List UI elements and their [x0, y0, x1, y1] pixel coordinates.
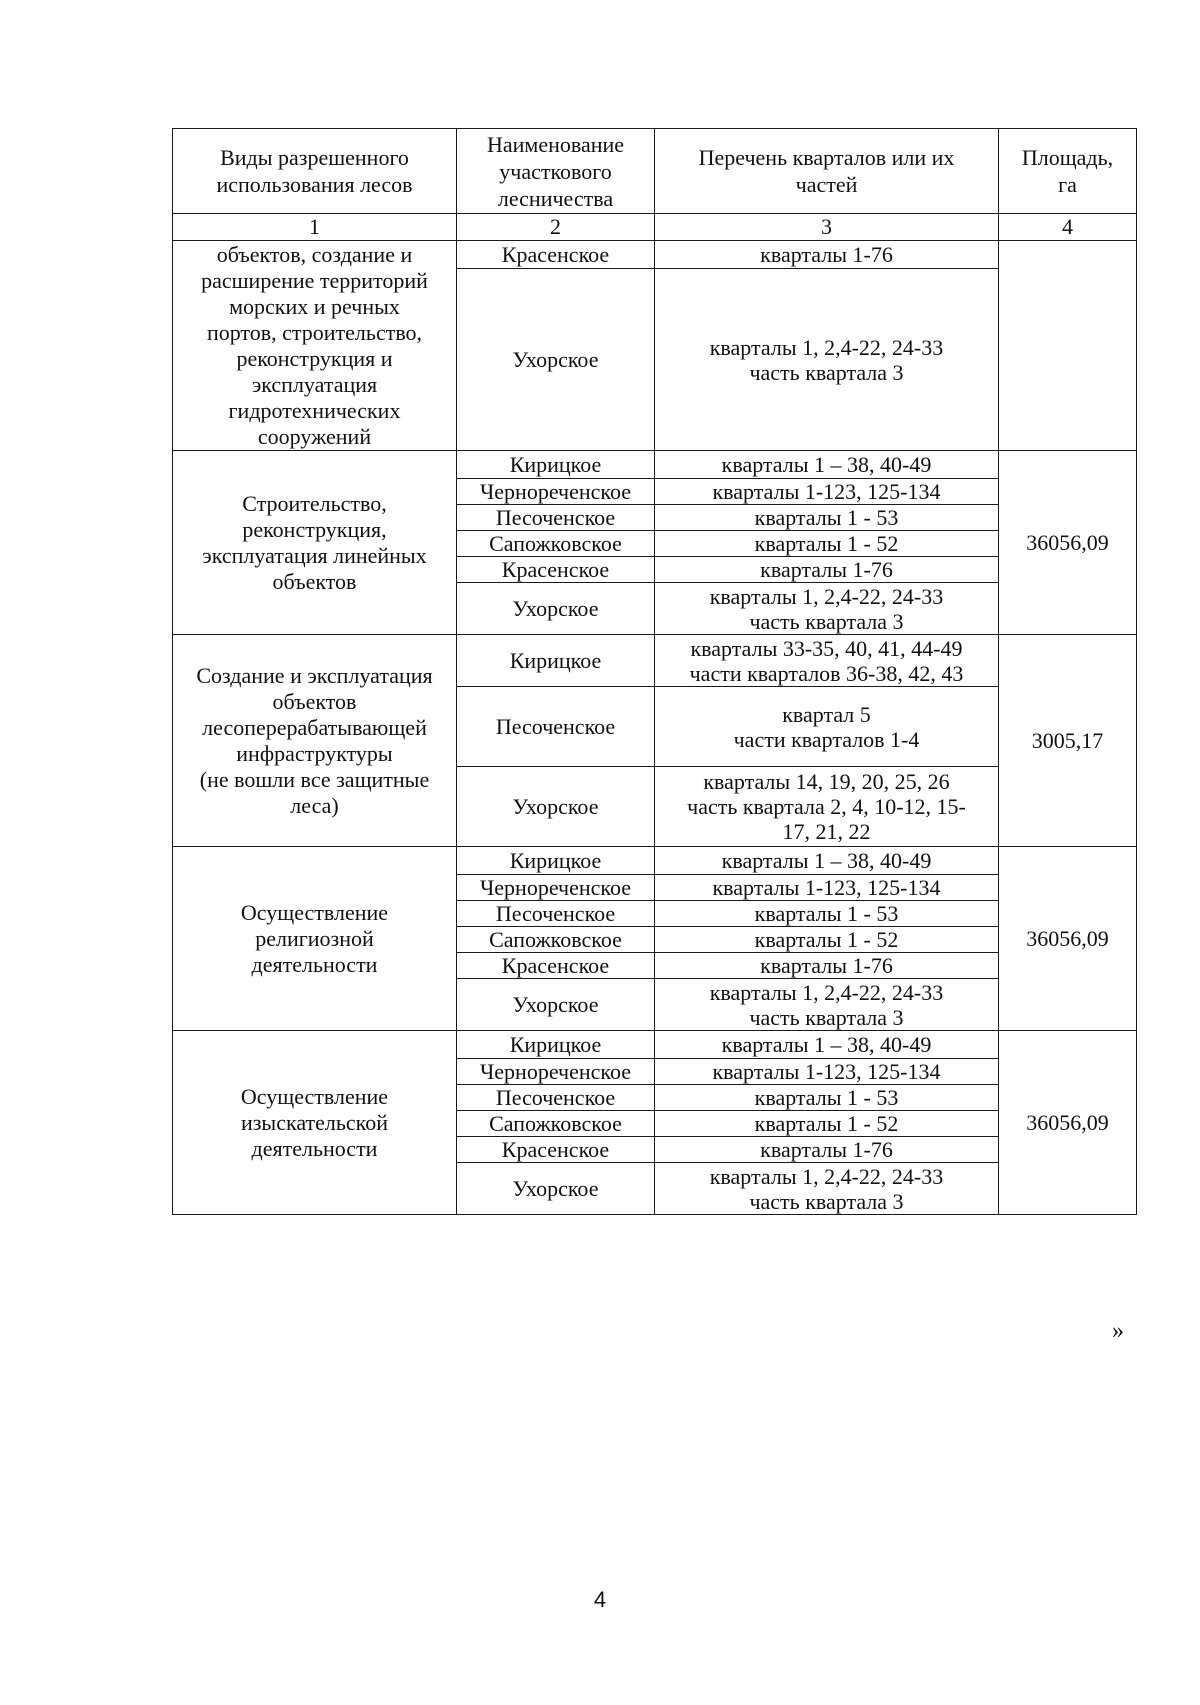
forest-use-table [172, 128, 1137, 1215]
column-number: 4 [999, 214, 1137, 241]
use-type-cell: Осуществление изыскательской деятельности [173, 1031, 457, 1215]
quarters-cell: кварталы 1 - 52 [655, 927, 999, 953]
table-row [173, 451, 1137, 479]
quarters-cell: кварталы 1 – 38, 40-49 [655, 1031, 999, 1059]
area-cell [999, 241, 1137, 451]
forestry-name-cell: Кирицкое [457, 847, 655, 875]
forestry-name-cell: Песоченское [457, 687, 655, 767]
area-cell: 36056,09 [999, 451, 1137, 635]
header-use-type: Виды разрешенного использования лесов [173, 129, 457, 214]
page-number: 4 [593, 1587, 607, 1612]
quarters-cell: кварталы 33-35, 40, 41, 44-49 части кварталов 36-38, 42, 43 [655, 635, 999, 687]
header-forestry-name: Наименование участкового лесничества [457, 129, 655, 214]
quarters-cell: кварталы 1 - 52 [655, 531, 999, 557]
quarters-cell: кварталы 1-123, 125-134 [655, 1059, 999, 1085]
forestry-name-cell: Красенское [457, 953, 655, 979]
header-area: Площадь, га [999, 129, 1137, 214]
forestry-name-cell: Красенское [457, 557, 655, 583]
forestry-name-cell: Ухорское [457, 583, 655, 635]
forestry-name-cell: Ухорское [457, 1163, 655, 1215]
quarters-cell: квартал 5 части кварталов 1-4 [655, 687, 999, 767]
column-number: 2 [457, 214, 655, 241]
quarters-cell: кварталы 1-123, 125-134 [655, 479, 999, 505]
use-type-cell: Осуществление религиозной деятельности [173, 847, 457, 1031]
quarters-cell: кварталы 1, 2,4-22, 24-33 часть квартала 3 [655, 1163, 999, 1215]
quarters-cell: кварталы 1 - 53 [655, 901, 999, 927]
forestry-name-cell: Красенское [457, 1137, 655, 1163]
table-body [173, 241, 1137, 1215]
quarters-cell: кварталы 1 - 53 [655, 505, 999, 531]
quarters-cell: кварталы 1, 2,4-22, 24-33 часть квартала 3 [655, 269, 999, 451]
column-number: 3 [655, 214, 999, 241]
quarters-cell: кварталы 14, 19, 20, 25, 26 часть квартала 2, 4, 10-12, 15- 17, 21, 22 [655, 767, 999, 847]
table-row [173, 1031, 1137, 1059]
area-cell: 3005,17 [999, 635, 1137, 847]
forestry-name-cell: Песоченское [457, 1085, 655, 1111]
table-row [173, 635, 1137, 687]
forestry-name-cell: Песоченское [457, 505, 655, 531]
header-quarters-list: Перечень кварталов или их частей [655, 129, 999, 214]
quarters-cell: кварталы 1 - 52 [655, 1111, 999, 1137]
forestry-name-cell: Кирицкое [457, 635, 655, 687]
quarters-cell: кварталы 1 – 38, 40-49 [655, 451, 999, 479]
quarters-cell: кварталы 1-76 [655, 241, 999, 269]
use-type-cell: Создание и эксплуатация объектов лесоперерабатывающей инфраструктуры (не вошли все защитные леса) [173, 635, 457, 847]
forestry-name-cell: Ухорское [457, 269, 655, 451]
forestry-name-cell: Песоченское [457, 901, 655, 927]
forestry-name-cell: Кирицкое [457, 451, 655, 479]
forestry-name-cell: Ухорское [457, 979, 655, 1031]
forestry-name-cell: Чернореченское [457, 1059, 655, 1085]
column-number-row [173, 214, 1137, 241]
forestry-name-cell: Сапожковское [457, 531, 655, 557]
forestry-name-cell: Чернореченское [457, 875, 655, 901]
forestry-name-cell: Сапожковское [457, 927, 655, 953]
area-cell: 36056,09 [999, 847, 1137, 1031]
forestry-name-cell: Красенское [457, 241, 655, 269]
quarters-cell: кварталы 1-76 [655, 1137, 999, 1163]
forestry-name-cell: Чернореченское [457, 479, 655, 505]
header-row [173, 129, 1137, 214]
area-cell: 36056,09 [999, 1031, 1137, 1215]
table-row [173, 241, 1137, 269]
forestry-name-cell: Сапожковское [457, 1111, 655, 1137]
quarters-cell: кварталы 1-76 [655, 953, 999, 979]
forestry-name-cell: Кирицкое [457, 1031, 655, 1059]
table-row [173, 847, 1137, 875]
quarters-cell: кварталы 1 – 38, 40-49 [655, 847, 999, 875]
quarters-cell: кварталы 1-123, 125-134 [655, 875, 999, 901]
quarters-cell: кварталы 1 - 53 [655, 1085, 999, 1111]
use-type-cell: объектов, создание и расширение территорий морских и речных портов, строительство, реконструкция и эксплуатация гидротехнических сооружений [173, 241, 457, 451]
use-type-cell: Строительство, реконструкция, эксплуатация линейных объектов [173, 451, 457, 635]
quarters-cell: кварталы 1, 2,4-22, 24-33 часть квартала 3 [655, 979, 999, 1031]
quarters-cell: кварталы 1-76 [655, 557, 999, 583]
forestry-name-cell: Ухорское [457, 767, 655, 847]
closing-quote: » [1112, 1318, 1124, 1344]
column-number: 1 [173, 214, 457, 241]
quarters-cell: кварталы 1, 2,4-22, 24-33 часть квартала 3 [655, 583, 999, 635]
